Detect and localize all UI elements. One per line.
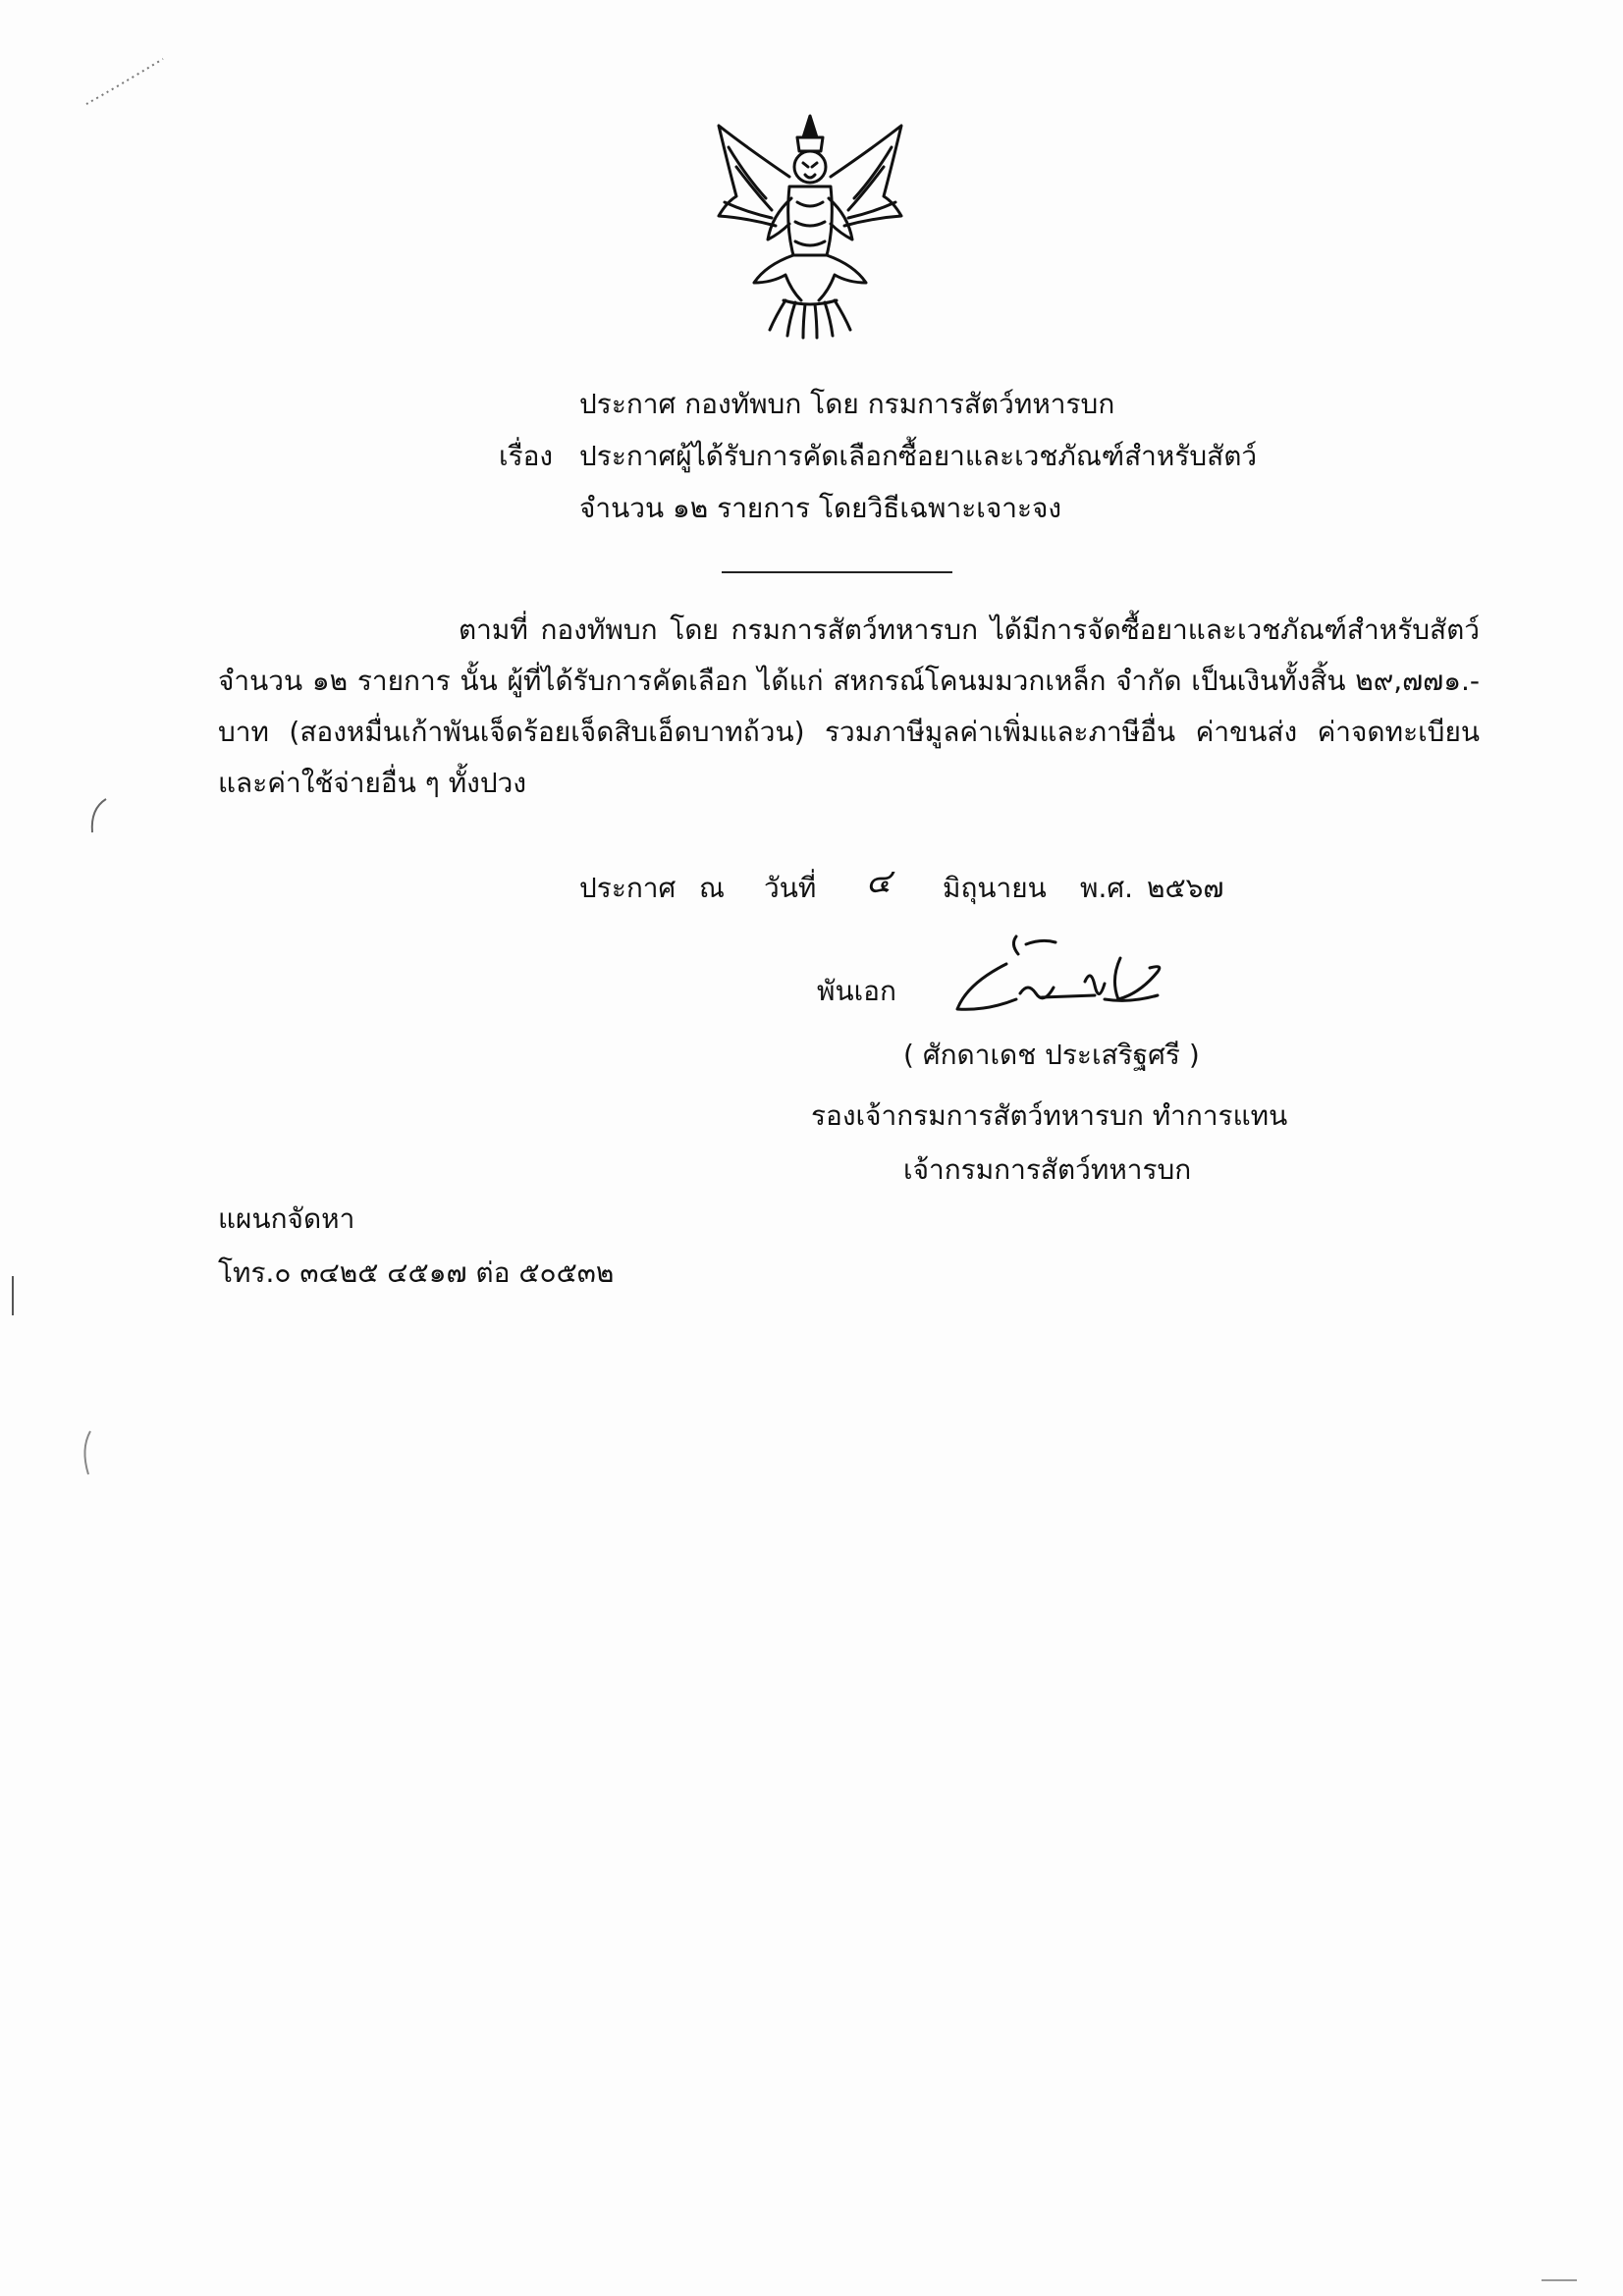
signatory-position-line-2: เจ้ากรมการสัตว์ทหารบก (903, 1153, 1192, 1186)
date-at: ณ (699, 872, 725, 904)
body-paragraph: ตามที่ กองทัพบก โดย กรมการสัตว์ทหารบก ได้มีการจัดซื้อยาและเวชภัณฑ์สำหรับสัตว์ จำนวน ๑๒ รายการ นั้น ผู้ที่ได้รับการคัดเลือก ได้แก่ สหกรณ์โคนมมวกเหล็ก จำกัด เป็นเงินทั้งสิ้น ๒๙,๗๗๑.-บาท (สองหมื่นเก้าพันเจ็ดร้อยเจ็ดสิบเอ็ดบาทถ้วน) รวมภาษีมูลค่าเพิ่มและภาษีอื่น ค่าขนส่ง ค่าจดทะเบียน และค่าใช้จ่ายอื่น ๆ ทั้งปวง (218, 614, 1480, 799)
scan-edge-mark (12, 1276, 14, 1315)
footer-phone: โทร.๐ ๓๔๒๕ ๔๕๑๗ ต่อ ๕๐๕๓๒ (218, 1256, 615, 1289)
scan-corner-mark (1542, 2279, 1577, 2281)
announcement-body (218, 605, 1480, 809)
garuda-emblem-icon (707, 108, 913, 344)
date-year: ๒๕๖๗ (1147, 872, 1224, 904)
date-era-label: พ.ศ. (1080, 872, 1134, 904)
subject-line-1: ประกาศผู้ได้รับการคัดเลือกซื้อยาและเวชภัณฑ์สำหรับสัตว์ (579, 440, 1258, 472)
signatory-position-line-1: รองเจ้ากรมการสัตว์ทหารบก ทำการแทน (811, 1099, 1288, 1132)
scan-bracket-mark-lower (73, 1425, 102, 1484)
announcement-title: ประกาศ กองทัพบก โดย กรมการสัตว์ทหารบก (579, 388, 1115, 420)
scan-bracket-mark (84, 793, 114, 842)
subject-label: เรื่อง (499, 440, 554, 472)
date-prefix: ประกาศ (579, 872, 676, 904)
scan-speck-mark (79, 47, 177, 116)
date-month: มิถุนายน (943, 872, 1047, 904)
footer-department: แผนกจัดหา (218, 1202, 355, 1235)
subject-line-2: จำนวน ๑๒ รายการ โดยวิธีเฉพาะเจาะจง (579, 492, 1062, 524)
date-day: ๔ (866, 862, 892, 901)
date-day-label: วันที่ (764, 872, 817, 904)
heading-divider (722, 571, 952, 573)
handwritten-signature (947, 925, 1173, 1033)
signatory-name: ( ศักดาเดช ประเสริฐศรี ) (903, 1039, 1200, 1071)
signatory-rank: พันเอก (817, 975, 896, 1007)
